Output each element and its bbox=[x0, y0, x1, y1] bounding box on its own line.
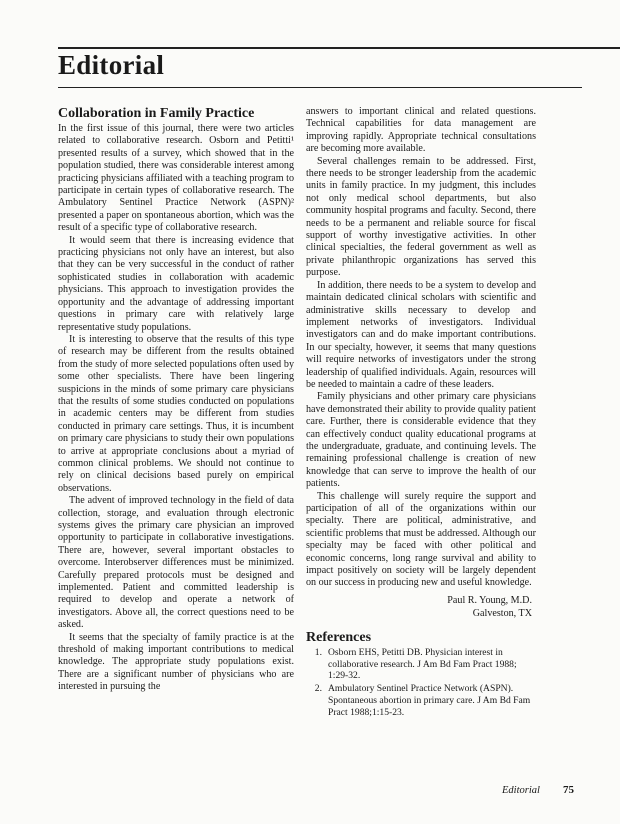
author-name: Paul R. Young, M.D. bbox=[447, 594, 532, 606]
reference-text: Osborn EHS, Petitti DB. Physician interest in collaborative research. J Am Bd Fam Pract 1988; 1:29-32. bbox=[328, 646, 517, 682]
paragraph: It seems that the specialty of family practice is at the threshold of making important contributions to medical knowledge. The appropriate study populations exist. There are a significant number of physicians who are interested in pursuing the bbox=[58, 631, 294, 693]
header-rule-top bbox=[58, 47, 620, 49]
paragraph: In addition, there needs to be a system to develop and maintain dedicated clinical scholars with scientific and administrative skills necessary to develop and implement networks of investigators. Individual investigators can and do make important contributions. In our specialty, however, it seems that many questions will require networks of investigators under the strong leadership of qualified individuals. Again, resources will be needed to maintain a cadre of these leaders. bbox=[306, 279, 536, 390]
header-rule-bottom bbox=[58, 87, 582, 88]
page-number: 75 bbox=[563, 784, 574, 796]
reference-item bbox=[306, 683, 536, 718]
reference-item bbox=[306, 647, 536, 682]
author-signature bbox=[306, 594, 536, 620]
references-heading: References bbox=[306, 629, 372, 645]
references-list bbox=[306, 647, 536, 719]
left-column bbox=[58, 106, 294, 694]
article-title: Collaboration in Family Practice bbox=[58, 106, 255, 121]
reference-text: Ambulatory Sentinel Practice Network (ASPN). Spontaneous abortion in primary care. J Am Bd Fam Pract 1988;1:15-23. bbox=[328, 683, 531, 718]
paragraph: In the first issue of this journal, there were two articles related to collaborative research. Osborn and Petitti¹ presented results of a survey, which showed that in the population studied, there was considerable interest among practicing physicians affiliated with a teaching program to participate in certain types of collaborative research. The Ambulatory Sentinel Practice Network (ASPN)² presented a paper on spontaneous abortion, which was the result of a specific type of collaborative research. bbox=[58, 123, 294, 234]
paragraph: Several challenges remain to be addressed. First, there needs to be stronger leadership from the academic units in family practice. In my judgment, this includes not only medical school departments, but also community hospital programs and faculty. Second, there needs to be a permanent and reliable source for fiscal support of worthy investigative activities. In other clinical specialties, the federal government as well as private philanthropic organizations has served this purpose. bbox=[306, 155, 536, 279]
paragraph: It would seem that there is increasing evidence that practicing physicians not only have an interest, but also that they can be very successful in the conduct of rather sophisticated studies in collaboration with academic physicians. This approach to investigation provides the opportunity and the advantage of addressing important questions in primary care with relatively large representative study populations. bbox=[58, 234, 294, 333]
reference-number: 2. bbox=[314, 683, 322, 695]
section-title: Editorial bbox=[58, 50, 165, 80]
author-location: Galveston, TX bbox=[472, 607, 532, 619]
reference-number: 1. bbox=[314, 646, 322, 658]
paragraph: This challenge will surely require the support and participation of all of the organizations within our specialty. There are political, administrative, and scientific problems that must be addressed. Although our specialty may be faced with other political and economic concerns, long range survival and ability to impact positively on society will be largely dependent on our success in producing new and useful knowledge. bbox=[306, 490, 536, 589]
footer-section-label: Editorial bbox=[502, 785, 540, 796]
paragraph: answers to important clinical and related questions. Technical capabilities for data management are improving rapidly. Appropriate technical consultations are becoming more available. bbox=[306, 106, 536, 155]
paragraph: It is interesting to observe that the results of this type of research may be different from the results obtained from the study of more selected populations often used by some other specialists. There have been lingering suspicions in the minds of some primary care physicians that the results of some studies conducted on populations in academic centers may be different from studies conducted in primary care settings. Thus, it is incumbent on primary care physicians to study their own populations to arrive at appropriate conclusions about a myriad of common clinical problems. We should not continue to rely on clinical decisions based purely on empirical observations. bbox=[58, 333, 294, 494]
paragraph: The advent of improved technology in the field of data collection, storage, and evaluation through electronic systems gives the primary care physician an improved opportunity to participate in collaborative investigations. There are, however, several important obstacles to overcome. Interobserver differences must be minimized. Carefully prepared protocols must be designed and implemented. Patient and committed leadership is required to develop and operate a network of investigators. Above all, the correct questions need to be asked. bbox=[58, 495, 294, 631]
paragraph: Family physicians and other primary care physicians have demonstrated their ability to provide quality patient care. Further, there is considerable evidence that they can effectively conduct quality educational programs at the undergraduate, graduate, and continuing levels. The remaining professional challenge is creation of new knowledge that can serve to improve the health of our patients. bbox=[306, 391, 536, 490]
right-column bbox=[306, 106, 536, 720]
